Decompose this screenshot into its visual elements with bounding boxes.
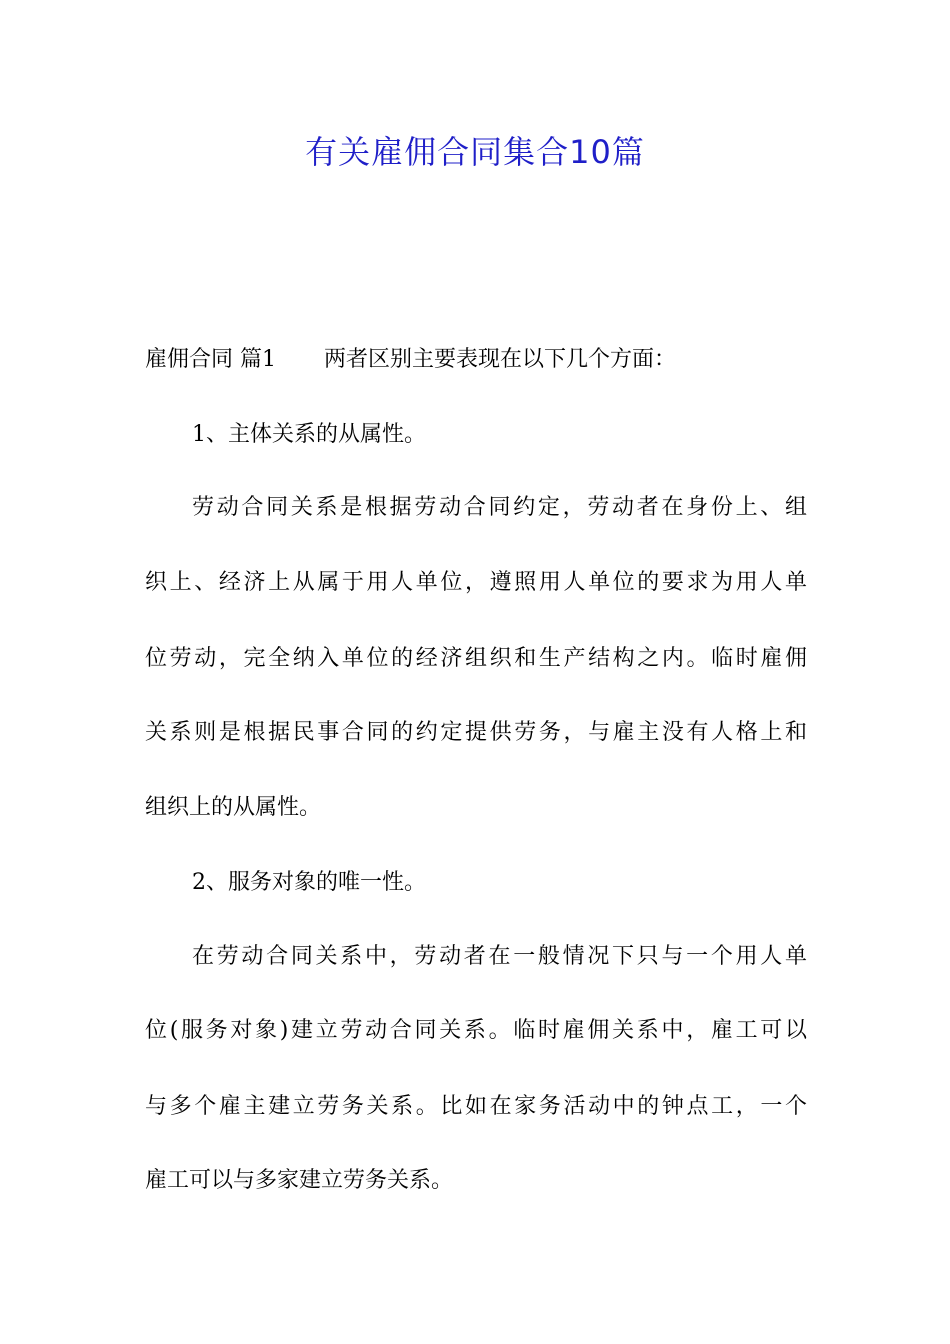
paragraph-heading-1: 1、主体关系的从属性。 [192,422,426,447]
paragraph-line: 在劳动合同关系中，劳动者在一般情况下只与一个用人单 [192,944,807,969]
paragraph-line: 与多个雇主建立劳务关系。比如在家务活动中的钟点工，一个 [145,1094,807,1119]
paragraph-line: 组织上的从属性。 [145,795,322,820]
section-intro: 两者区别主要表现在以下几个方面： [324,347,677,372]
paragraph-line: 位(服务对象)建立劳动合同关系。临时雇佣关系中，雇工可以 [145,1018,807,1043]
section-heading-line [145,345,676,375]
paragraph-line: 位劳动，完全纳入单位的经济组织和生产结构之内。临时雇佣 [145,646,807,671]
paragraph-line: 关系则是根据民事合同的约定提供劳务，与雇主没有人格上和 [145,720,807,745]
paragraph-line: 雇工可以与多家建立劳务关系。 [145,1168,454,1193]
paragraph-line: 劳动合同关系是根据劳动合同约定，劳动者在身份上、组 [192,495,807,520]
document-title: 有关雇佣合同集合10篇 [305,133,645,171]
paragraph-line: 织上、经济上从属于用人单位，遵照用人单位的要求为用人单 [145,570,807,595]
paragraph-heading-2: 2、服务对象的唯一性。 [192,870,426,895]
section-label: 雇佣合同 篇1 [145,347,276,372]
